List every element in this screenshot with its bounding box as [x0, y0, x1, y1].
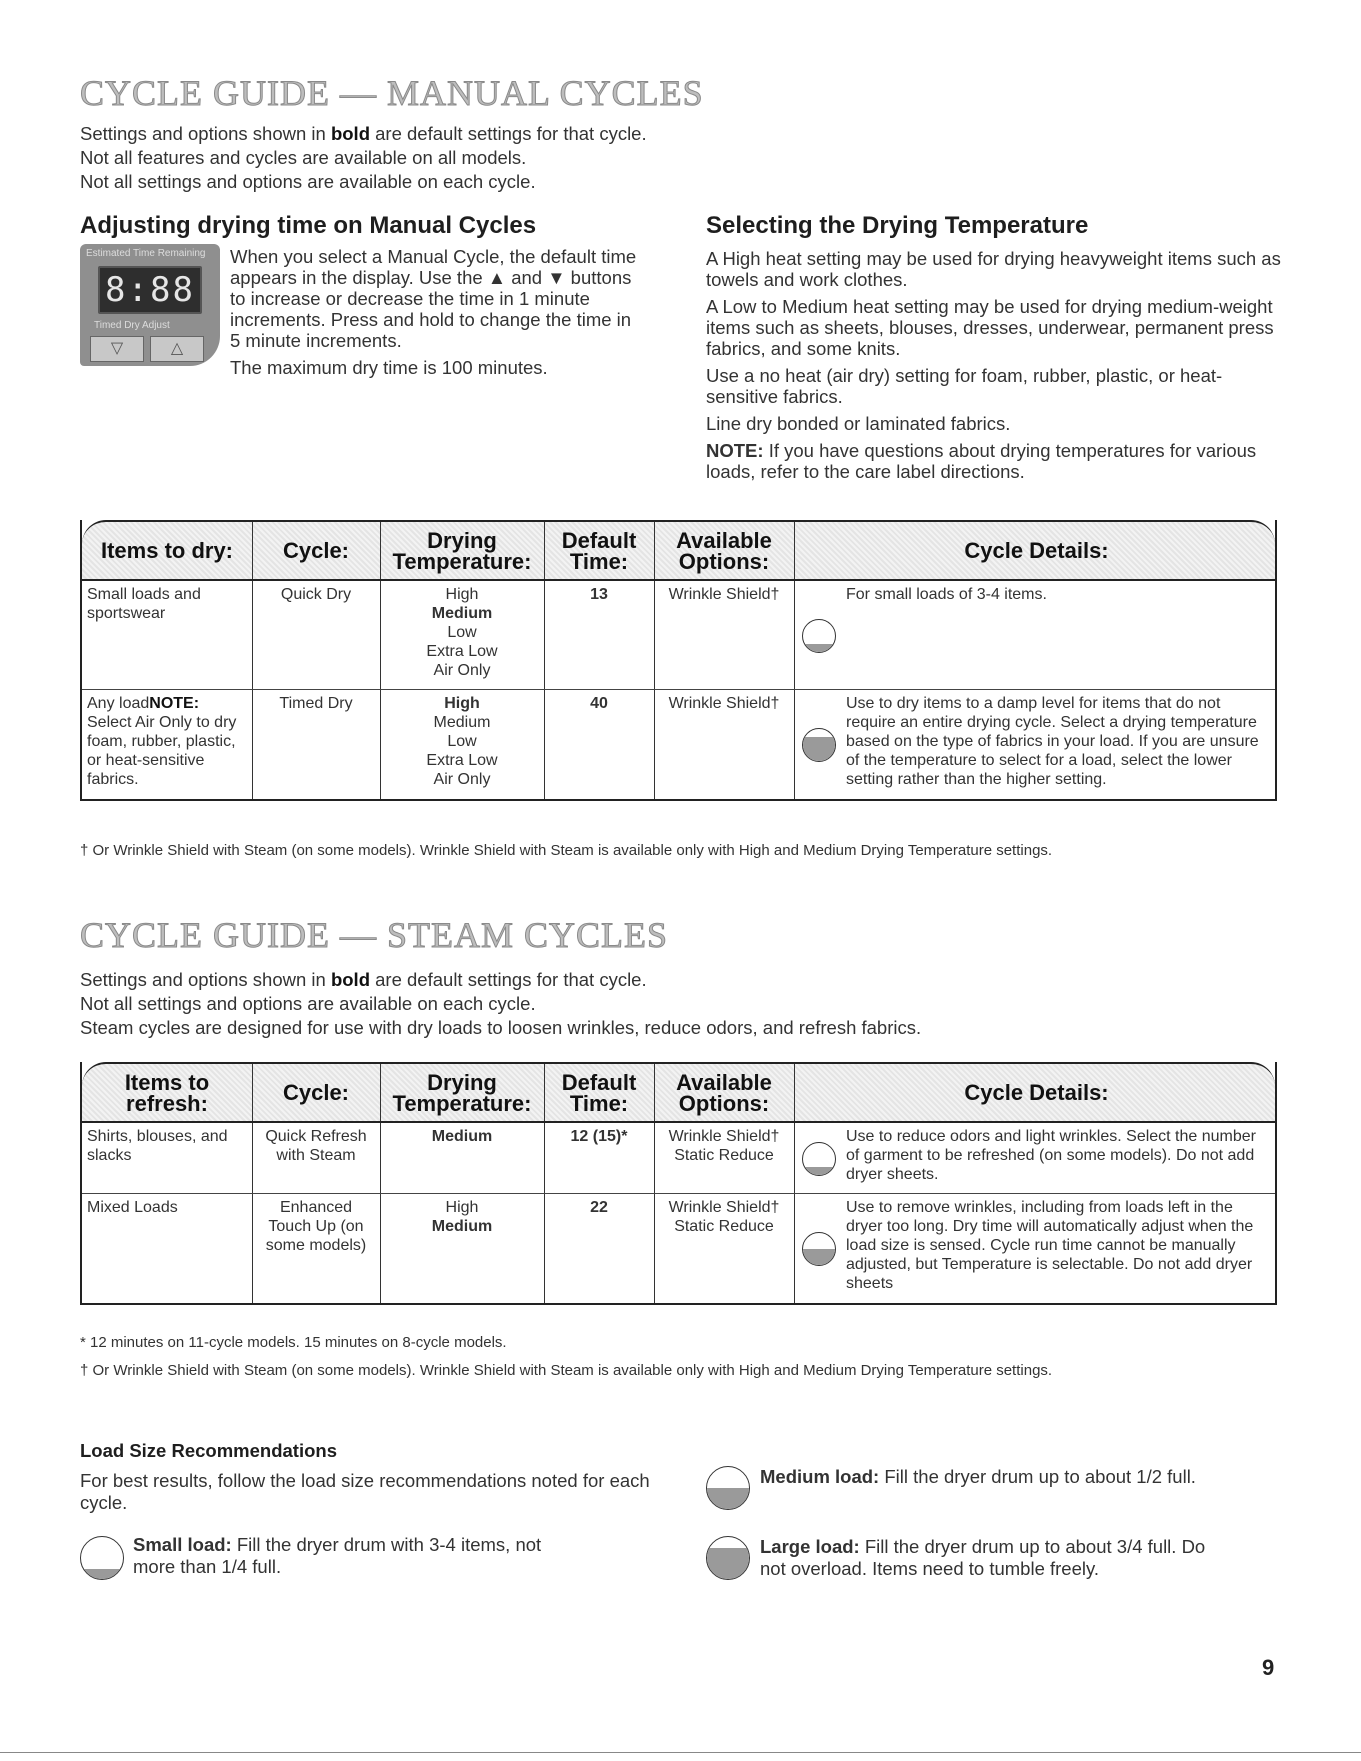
manual-cycles-table: [80, 520, 1277, 801]
options-cell: [659, 694, 789, 713]
intro-line: Steam cycles are designed for use with dry loads to loosen wrinkles, reduce odors, and refresh fabrics.: [80, 1017, 922, 1038]
panel-top-label: Estimated Time Remaining: [86, 248, 206, 259]
temp-paragraph: Line dry bonded or laminated fabrics.: [706, 413, 1011, 434]
default-time-cell: 13: [590, 586, 608, 603]
option-item: Static Reduce: [674, 1218, 774, 1235]
option-item: Static Reduce: [674, 1147, 774, 1164]
steam-footnote-dagger: † Or Wrinkle Shield with Steam (on some models). Wrinkle Shield with Steam is available only with High and Medium Drying Temperature settings.: [80, 1362, 1053, 1379]
table-body: [82, 581, 1275, 799]
control-panel-illustration: [80, 244, 220, 366]
panel-adjust-label: Timed Dry Adjust: [94, 320, 170, 331]
temperature-text: [706, 248, 1281, 482]
cycle-details-cell: Use to remove wrinkles, including from loads left in the dryer too long. Dry time will automatically adjust when the load size is sensed. Cycle run time cannot be manually adjusted, but Temperature is selectable. Do not add dryer sheets: [846, 1199, 1254, 1292]
manual-footnote: † Or Wrinkle Shield with Steam (on some models). Wrinkle Shield with Steam is available only with High and Medium Drying Temperature settings.: [80, 842, 1053, 859]
cycle-details-cell: For small loads of 3-4 items.: [846, 586, 1047, 603]
temperature-cell: [385, 1127, 539, 1146]
steam-cycles-title: CYCLE GUIDE — STEAM CYCLES: [80, 915, 669, 955]
manual-cycles-title: CYCLE GUIDE — MANUAL CYCLES: [80, 73, 704, 113]
col-header: Cycle Details:: [964, 538, 1109, 563]
table-row: [82, 1194, 1275, 1303]
col-header: Drying Temperature:: [392, 1069, 532, 1116]
down-arrow-icon: ▽: [90, 336, 144, 362]
drum-fill-icon: [802, 1142, 836, 1176]
option-item: Wrinkle Shield†: [668, 586, 780, 603]
option-item: Wrinkle Shield†: [668, 695, 780, 712]
table-row: [82, 1123, 1275, 1194]
col-header: Default Time:: [561, 1069, 637, 1116]
drum-fill-icon: [802, 728, 836, 762]
col-header: Cycle:: [282, 538, 350, 563]
steam-footnote-asterisk: * 12 minutes on 11-cycle models. 15 minutes on 8-cycle models.: [80, 1334, 507, 1351]
intro-line: Not all features and cycles are available on all models.: [80, 147, 527, 168]
temperature-option: High: [445, 586, 479, 603]
table-row: [82, 581, 1275, 690]
adjust-max-text: The maximum dry time is 100 minutes.: [230, 357, 548, 378]
default-time-cell: 22: [590, 1199, 608, 1216]
intro-line: Not all settings and options are available on each cycle.: [80, 171, 536, 192]
page-number: 9: [1262, 1655, 1275, 1680]
steam-intro: [80, 968, 921, 1040]
options-cell: [659, 1198, 789, 1236]
temperature-option: High: [444, 695, 480, 712]
temp-paragraph: NOTE: If you have questions about drying temperatures for various loads, refer to the care label directions.: [706, 440, 1257, 482]
load-item-text: Small load: Fill the dryer drum with 3-4 items, not more than 1/4 full.: [133, 1534, 542, 1577]
drum-fill-icon: [802, 1232, 836, 1266]
drum-fill-icon: [706, 1466, 750, 1510]
table-header: [82, 1062, 1275, 1123]
load-item-text: Large load: Fill the dryer drum up to about 3/4 full. Do not overload. Items need to tumble freely.: [760, 1536, 1206, 1579]
table-header: [82, 520, 1275, 581]
page-bottom-rule: [0, 1752, 1361, 1753]
col-header: Available Options:: [676, 1069, 772, 1116]
col-header: Cycle:: [282, 1080, 350, 1105]
option-item: Wrinkle Shield†: [668, 1128, 780, 1145]
temp-paragraph: A High heat setting may be used for drying heavyweight items such as towels and work clothes.: [706, 248, 1281, 290]
drum-fill-icon: [802, 619, 836, 653]
items-cell: Small loads and sportswear: [87, 586, 201, 622]
temperature-cell: [385, 694, 539, 789]
temperature-heading: Selecting the Drying Temperature: [706, 212, 1089, 239]
intro-line: Settings and options shown in bold are default settings for that cycle.: [80, 123, 647, 144]
panel-display: 8:88: [98, 266, 202, 314]
col-header: Items to refresh:: [124, 1069, 210, 1116]
intro-line: Settings and options shown in bold are default settings for that cycle.: [80, 969, 647, 990]
temperature-option: Medium: [431, 605, 493, 622]
table-body: [82, 1123, 1275, 1303]
options-cell: [659, 585, 789, 604]
temperature-option: Medium: [431, 1218, 493, 1235]
cycle-cell: Quick Refresh with Steam: [265, 1128, 367, 1164]
items-cell: Shirts, blouses, and slacks: [87, 1128, 228, 1164]
steam-cycles-table: [80, 1062, 1277, 1305]
temp-paragraph: A Low to Medium heat setting may be used for drying medium-weight items such as sheets, blouses, dresses, underwear, permanent press fabrics, and some knits.: [706, 296, 1274, 359]
load-size-heading: Load Size Recommendations: [80, 1440, 337, 1461]
temperature-cell: [385, 1198, 539, 1236]
drum-fill-icon: [80, 1536, 124, 1580]
temperature-option: Air Only: [433, 771, 491, 788]
col-header: Drying Temperature:: [392, 527, 532, 574]
options-cell: [659, 1127, 789, 1165]
temperature-option: Extra Low: [426, 643, 498, 660]
cycle-cell: Timed Dry: [279, 695, 353, 712]
adjust-time-text: [230, 246, 640, 378]
table-row: [82, 690, 1275, 799]
manual-intro: [80, 122, 647, 194]
temperature-option: Low: [447, 624, 477, 641]
col-header: Items to dry:: [100, 538, 234, 563]
items-cell: Any loadNOTE: Select Air Only to dry foam, rubber, plastic, or heat-sensitive fabrics.: [87, 695, 237, 788]
temperature-option: Air Only: [433, 662, 491, 679]
cycle-cell: Enhanced Touch Up (on some models): [265, 1199, 367, 1254]
temperature-option: High: [445, 1199, 479, 1216]
temperature-option: Low: [447, 733, 477, 750]
load-size-intro: For best results, follow the load size recommendations noted for each cycle.: [80, 1470, 650, 1513]
temperature-cell: [385, 585, 539, 680]
col-header: Default Time:: [561, 527, 637, 574]
temperature-option: Extra Low: [426, 752, 498, 769]
col-header: Cycle Details:: [964, 1080, 1109, 1105]
cycle-cell: Quick Dry: [280, 586, 352, 603]
adjust-paragraph: When you select a Manual Cycle, the default time appears in the display. Use the ▲ and ▼ buttons to increase or decrease the time in 1 minute increments. Press and hold to change the time in 5 minute increments.: [230, 246, 637, 351]
default-time-cell: 40: [590, 695, 608, 712]
temp-paragraph: Use a no heat (air dry) setting for foam, rubber, plastic, or heat-sensitive fabrics.: [706, 365, 1223, 407]
load-item-text: Medium load: Fill the dryer drum up to about 1/2 full.: [760, 1466, 1196, 1487]
adjust-time-heading: Adjusting drying time on Manual Cycles: [80, 212, 537, 239]
intro-line: Not all settings and options are available on each cycle.: [80, 993, 536, 1014]
col-header: Available Options:: [676, 527, 772, 574]
option-item: Wrinkle Shield†: [668, 1199, 780, 1216]
items-cell: Mixed Loads: [87, 1199, 178, 1216]
temperature-option: Medium: [433, 714, 491, 731]
cycle-details-cell: Use to dry items to a damp level for items that do not require an entire drying cycle. Select a drying temperature based on the type of fabrics in your load. If you are unsure of the temperature to select for a load, select the lower setting rather than the higher setting.: [846, 695, 1259, 788]
up-arrow-icon: △: [150, 336, 204, 362]
temperature-option: Medium: [431, 1128, 493, 1145]
default-time-cell: 12 (15)*: [570, 1128, 628, 1145]
drum-fill-icon: [706, 1536, 750, 1580]
cycle-details-cell: Use to reduce odors and light wrinkles. Select the number of garment to be refreshed (on some models). Do not add dryer sheets.: [846, 1128, 1256, 1183]
